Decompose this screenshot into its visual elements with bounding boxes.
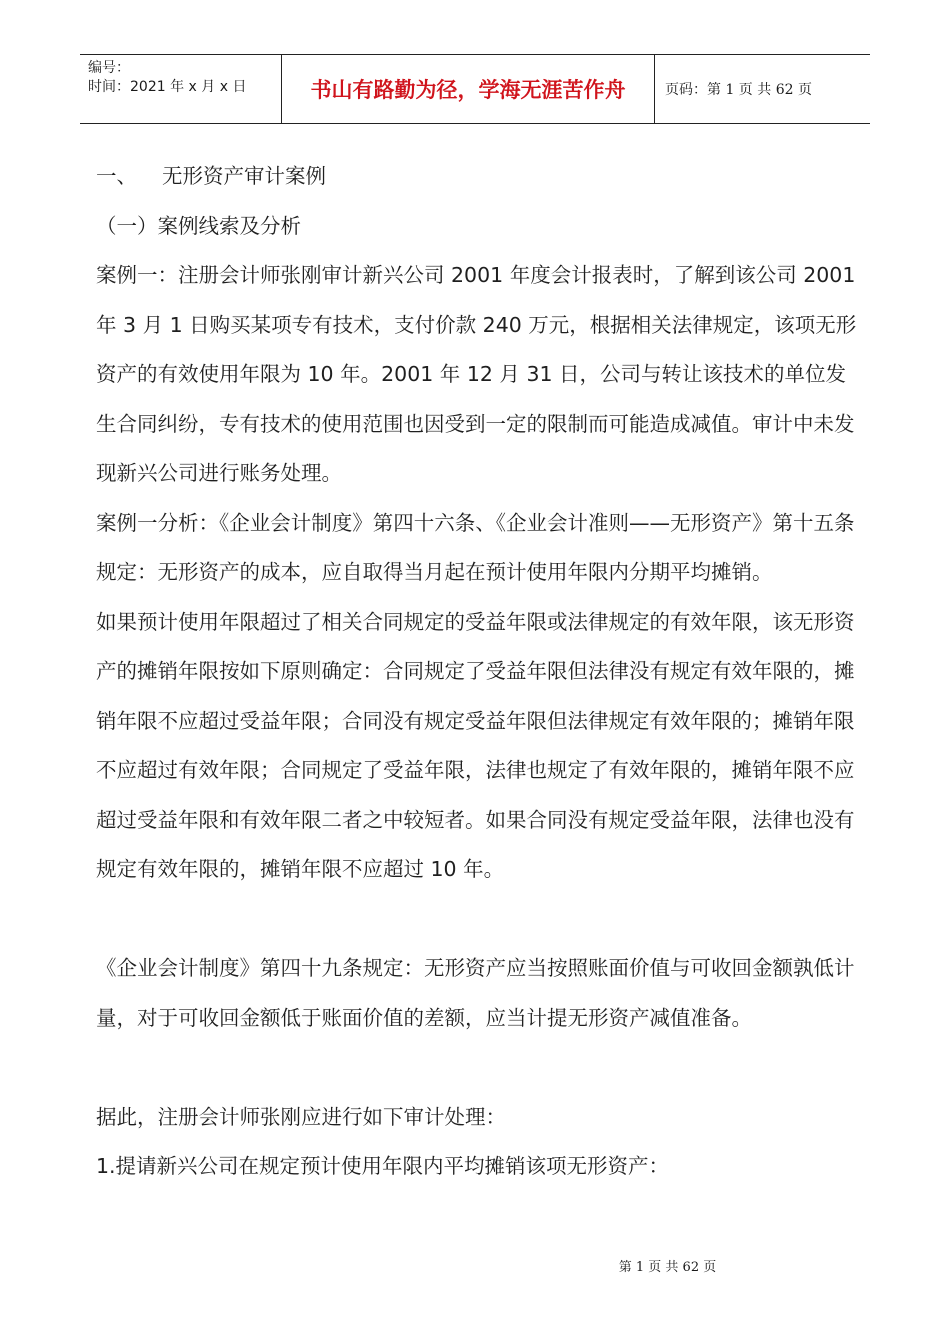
rule-paragraph: 如果预计使用年限超过了相关合同规定的受益年限或法律规定的有效年限，该无形资产的摊销年限按如下原则确定：合同规定了受益年限但法律没有规定有效年限的，摊销年限不应超过受益年限；合同没有规定受益年限但法律规定有效年限的；摊销年限不应超过有效年限；合同规定了受益年限，法律也规定了有效年限的，摊销年限不应超过受益年限和有效年限二者之中较短者。如果合同没有规定受益年限，法律也没有规定有效年限的，摊销年限不应超过 10 年。 [96,609,855,881]
header-motto: 书山有路勤为径，学海无涯苦作舟 [281,55,655,123]
analysis-paragraph: 案例一分析：《企业会计制度》第四十六条、《企业会计准则——无形资产》第十五条规定：无形资产的成本，应自取得当月起在预计使用年限内分期平均摊销。 [96,510,855,584]
subsection-heading: （一）案例线索及分析 [96,213,301,238]
page-footer: 第 1 页 共 62 页 [618,1260,717,1275]
section-title: 无形资产审计案例 [162,164,326,188]
document-header [80,54,870,124]
document-body [96,152,866,1192]
step-paragraph: 1.提请新兴公司在规定预计使用年限内平均摊销该项无形资产： [96,1154,670,1178]
case-paragraph: 案例一：注册会计师张刚审计新兴公司 2001 年度会计报表时，了解到该公司 2001 年 3 月 1 日购买某项专有技术，支付价款 240 万元，根据相关法律规定，该项无形资产的有效使用年限为 10 年。2001 年 12 月 31 日，公司与转让该技术的单位发生合同纠纷，专有技术的使用范围也因受到一定的限制而可能造成减值。审计中未发现新兴公司进行账务处理。 [96,263,857,485]
header-page-info: 页码：第 1 页 共 62 页 [665,82,812,98]
spacer [96,1043,866,1093]
doc-number-label: 编号： [88,60,130,76]
section-heading [96,152,866,202]
spacer [96,895,866,945]
header-meta [80,55,281,123]
conclusion-paragraph: 据此，注册会计师张刚应进行如下审计处理： [96,1104,506,1129]
doc-time: 时间：2021 年 x 月 x 日 [88,79,247,95]
section-number: 一、 [96,164,137,188]
regulation-paragraph: 《企业会计制度》第四十九条规定：无形资产应当按照账面价值与可收回金额孰低计量，对于可收回金额低于账面价值的差额，应当计提无形资产减值准备。 [96,956,855,1030]
